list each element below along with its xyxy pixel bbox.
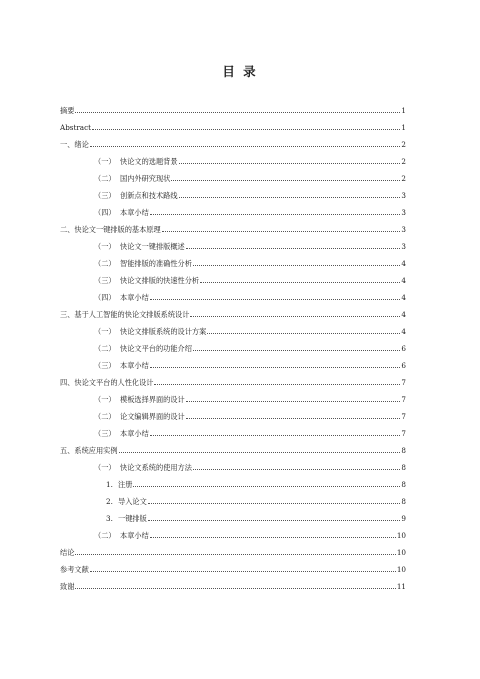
dot-leader bbox=[133, 486, 400, 487]
toc-entry-number: （二） bbox=[94, 412, 116, 421]
dot-leader bbox=[119, 452, 401, 453]
dot-leader bbox=[150, 537, 396, 538]
toc-entry-title: 结论 bbox=[60, 548, 75, 557]
toc-entry-number: （一） bbox=[94, 157, 116, 166]
dot-leader bbox=[150, 214, 401, 215]
toc-entry[interactable] bbox=[60, 472, 406, 489]
toc-entry-title: 二、快论文一键排版的基本原理 bbox=[60, 225, 161, 234]
toc-entry-page-number: 6 bbox=[401, 344, 406, 353]
toc-entry-number: （二） bbox=[94, 531, 116, 540]
toc-entry-page-number: 7 bbox=[401, 378, 406, 387]
toc-entry-number: （一） bbox=[94, 395, 116, 404]
toc-entry[interactable] bbox=[60, 251, 406, 268]
toc-entry-page-number: 7 bbox=[401, 395, 406, 404]
toc-entry[interactable] bbox=[60, 455, 406, 472]
toc-entry-number: （三） bbox=[94, 361, 116, 370]
toc-entry-number: 3. bbox=[106, 514, 113, 523]
dot-leader bbox=[179, 163, 401, 164]
toc-entry[interactable] bbox=[60, 115, 406, 132]
toc-entry-title: 三、基于人工智能的快论文排版系统设计 bbox=[60, 310, 190, 319]
toc-entry-page-number: 4 bbox=[401, 276, 406, 285]
toc-entry-number: （二） bbox=[94, 174, 116, 183]
toc-entry-page-number: 4 bbox=[401, 293, 406, 302]
toc-entry-title: 四、快论文平台的人性化设计 bbox=[60, 378, 154, 387]
toc-entry-page-number: 4 bbox=[401, 259, 406, 268]
toc-entry[interactable] bbox=[60, 574, 406, 591]
toc-entry-title: 一键排版 bbox=[118, 514, 147, 523]
toc-entry-title: 本章小结 bbox=[120, 429, 149, 438]
toc-entry-page-number: 9 bbox=[401, 514, 406, 523]
dot-leader bbox=[75, 554, 395, 555]
dot-leader bbox=[193, 469, 401, 470]
toc-entry[interactable] bbox=[60, 319, 406, 336]
toc-entry-title: 快论文排版系统的设计方案 bbox=[120, 327, 207, 336]
toc-entry-number: 1. bbox=[106, 480, 113, 489]
toc-entry-number: （一） bbox=[94, 242, 116, 251]
toc-entry[interactable] bbox=[60, 489, 406, 506]
toc-entry[interactable] bbox=[60, 285, 406, 302]
dot-leader bbox=[90, 571, 396, 572]
toc-entry-page-number: 8 bbox=[401, 463, 406, 472]
toc-entry-page-number: 7 bbox=[401, 412, 406, 421]
toc-entry-page-number: 7 bbox=[401, 429, 406, 438]
toc-entry-number: （三） bbox=[94, 276, 116, 285]
toc-entry-page-number: 10 bbox=[396, 531, 406, 540]
toc-entry[interactable] bbox=[60, 540, 406, 557]
toc-entry-title: 快论文系统的使用方法 bbox=[120, 463, 192, 472]
dot-leader bbox=[190, 316, 400, 317]
dot-leader bbox=[179, 197, 401, 198]
toc-entry-page-number: 4 bbox=[401, 310, 406, 319]
dot-leader bbox=[148, 520, 401, 521]
toc-entry-page-number: 4 bbox=[401, 327, 406, 336]
toc-entry-number: （三） bbox=[94, 429, 116, 438]
toc-entry-title: 五、系统应用实例 bbox=[60, 446, 118, 455]
toc-entry-page-number: 2 bbox=[401, 157, 406, 166]
toc-entry[interactable] bbox=[60, 438, 406, 455]
toc-entry[interactable] bbox=[60, 523, 406, 540]
toc-entry-title: 快论文一键排版概述 bbox=[120, 242, 185, 251]
toc-entry-number: （一） bbox=[94, 327, 116, 336]
toc-entry[interactable] bbox=[60, 268, 406, 285]
toc-entry-title: 致谢 bbox=[60, 582, 75, 591]
toc-entry-number: 2. bbox=[106, 497, 113, 506]
dot-leader bbox=[150, 299, 401, 300]
toc-entry[interactable] bbox=[60, 370, 406, 387]
dot-leader bbox=[186, 248, 401, 249]
dot-leader bbox=[193, 265, 401, 266]
dot-leader bbox=[162, 231, 401, 232]
toc-entry-page-number: 3 bbox=[401, 242, 406, 251]
toc-entry-title: 本章小结 bbox=[120, 531, 149, 540]
toc-entry-page-number: 8 bbox=[401, 497, 406, 506]
dot-leader bbox=[150, 367, 401, 368]
toc-entry[interactable] bbox=[60, 149, 406, 166]
toc-entry-title: 一、绪论 bbox=[60, 140, 89, 149]
toc-entry-title: 注册 bbox=[118, 480, 133, 489]
toc-entry-number: （四） bbox=[94, 293, 116, 302]
dot-leader bbox=[148, 503, 401, 504]
dot-leader bbox=[171, 180, 400, 181]
toc-entry-number: （二） bbox=[94, 344, 116, 353]
dot-leader bbox=[154, 384, 400, 385]
toc-entry[interactable] bbox=[60, 353, 406, 370]
toc-entry-page-number: 2 bbox=[401, 174, 406, 183]
toc-entry-title: 国内外研究现状 bbox=[120, 174, 171, 183]
toc-entry-title: 创新点和技术路线 bbox=[120, 191, 178, 200]
toc-entry[interactable] bbox=[60, 387, 406, 404]
toc-entry[interactable] bbox=[60, 404, 406, 421]
toc-entry-page-number: 8 bbox=[401, 446, 406, 455]
toc-entry-title: 智能排版的准确性分析 bbox=[120, 259, 192, 268]
toc-entry-number: （二） bbox=[94, 259, 116, 268]
toc-entry-title: Abstract bbox=[60, 123, 92, 132]
toc-entry-page-number: 1 bbox=[401, 106, 406, 115]
dot-leader bbox=[90, 146, 401, 147]
dot-leader bbox=[92, 129, 400, 130]
toc-entry[interactable] bbox=[60, 183, 406, 200]
toc-entry-page-number: 8 bbox=[401, 480, 406, 489]
toc-entry-title: 本章小结 bbox=[120, 208, 149, 217]
toc-entry-title: 导入论文 bbox=[118, 497, 147, 506]
dot-leader bbox=[186, 401, 401, 402]
toc-entry-number: （三） bbox=[94, 191, 116, 200]
toc-entry[interactable] bbox=[60, 98, 406, 115]
toc-entry-number: （一） bbox=[94, 463, 116, 472]
toc-entry-page-number: 2 bbox=[401, 140, 406, 149]
toc-entry-page-number: 3 bbox=[401, 191, 406, 200]
toc-entry[interactable] bbox=[60, 217, 406, 234]
toc-entry-page-number: 10 bbox=[396, 565, 406, 574]
toc-entry-page-number: 10 bbox=[396, 548, 406, 557]
toc-entry-page-number: 3 bbox=[401, 208, 406, 217]
toc-entry-number: （四） bbox=[94, 208, 116, 217]
toc-entry-page-number: 11 bbox=[396, 582, 406, 591]
dot-leader bbox=[200, 282, 400, 283]
page-title: 目 录 bbox=[222, 64, 258, 79]
dot-leader bbox=[186, 418, 401, 419]
toc-entry[interactable] bbox=[60, 200, 406, 217]
toc-entry[interactable] bbox=[60, 506, 406, 523]
toc-entry-page-number: 6 bbox=[401, 361, 406, 370]
dot-leader bbox=[75, 112, 400, 113]
dot-leader bbox=[75, 588, 395, 589]
toc-entry-page-number: 3 bbox=[401, 225, 406, 234]
toc-entry[interactable] bbox=[60, 132, 406, 149]
table-of-contents bbox=[60, 98, 406, 591]
toc-entry-title: 参考文献 bbox=[60, 565, 89, 574]
toc-entry[interactable] bbox=[60, 302, 406, 319]
toc-entry-title: 快论文平台的功能介绍 bbox=[120, 344, 192, 353]
dot-leader bbox=[150, 435, 401, 436]
toc-entry[interactable] bbox=[60, 166, 406, 183]
toc-entry[interactable] bbox=[60, 557, 406, 574]
toc-entry-title: 摘要 bbox=[60, 106, 75, 115]
dot-leader bbox=[207, 333, 400, 334]
toc-entry-title: 本章小结 bbox=[120, 293, 149, 302]
toc-entry-title: 本章小结 bbox=[120, 361, 149, 370]
toc-entry-title: 快论文排版的快速性分析 bbox=[120, 276, 200, 285]
dot-leader bbox=[193, 350, 401, 351]
toc-entry[interactable] bbox=[60, 336, 406, 353]
toc-entry-page-number: 1 bbox=[401, 123, 406, 132]
toc-entry-title: 模板选择界面的设计 bbox=[120, 395, 185, 404]
toc-entry[interactable] bbox=[60, 234, 406, 251]
toc-entry-title: 快论文的选题背景 bbox=[120, 157, 178, 166]
toc-entry[interactable] bbox=[60, 421, 406, 438]
toc-entry-title: 论文编辑界面的设计 bbox=[120, 412, 185, 421]
